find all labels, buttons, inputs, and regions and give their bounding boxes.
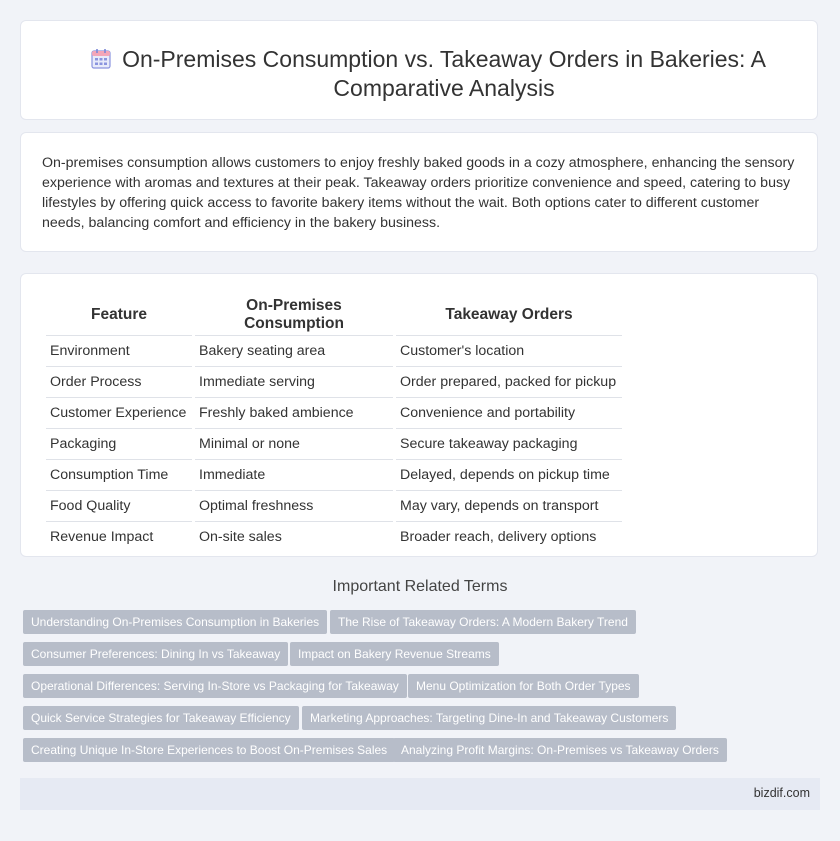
comparison-table (43, 294, 625, 552)
table-row (46, 335, 622, 366)
table-header-row (46, 294, 622, 335)
related-term-tag[interactable]: Impact on Bakery Revenue Streams (290, 642, 499, 666)
table-row (46, 397, 622, 428)
table-row (46, 521, 622, 552)
intro-paragraph: On-premises consumption allows customers to enjoy freshly baked goods in a cozy atmosphere, enhancing the sensory experience with aromas and textures at their peak. Takeaway orders prioritize convenience and speed, catering to busy lifestyles by offering quick access to favorite bakery items without the wait. Both options cater to different customer needs, balancing comfort and efficiency in the bakery business. (42, 155, 795, 231)
table-cell: Order Process (46, 366, 192, 397)
related-term-tag[interactable]: Understanding On-Premises Consumption in Bakeries (23, 610, 327, 634)
table-cell: Environment (46, 335, 192, 366)
table-cell: Freshly baked ambience (195, 397, 393, 428)
column-header-takeaway: Takeaway Orders (445, 306, 573, 323)
table-row (46, 366, 622, 397)
site-name[interactable]: bizdif.com (753, 786, 810, 800)
footer (20, 778, 820, 810)
table-cell: Convenience and portability (396, 397, 622, 428)
related-term-tag[interactable]: Consumer Preferences: Dining In vs Takeaway (23, 642, 288, 666)
header-card (20, 20, 818, 120)
table-cell: Customer's location (396, 335, 622, 366)
column-header-feature: Feature (91, 306, 147, 323)
column-header-on-premises: On-Premises Consumption (244, 297, 344, 332)
related-term-tag[interactable]: Analyzing Profit Margins: On-Premises vs Takeaway Orders (393, 738, 727, 762)
table-cell: Packaging (46, 428, 192, 459)
comparison-table-card (20, 273, 818, 557)
related-term-tag[interactable]: Operational Differences: Serving In-Store vs Packaging for Takeaway (23, 674, 407, 698)
related-term-tag[interactable]: Quick Service Strategies for Takeaway Efficiency (23, 706, 299, 730)
table-cell: Delayed, depends on pickup time (396, 459, 622, 490)
table-cell: Revenue Impact (46, 521, 192, 552)
table-cell: Optimal freshness (195, 490, 393, 521)
table-cell: Broader reach, delivery options (396, 521, 622, 552)
table-cell: On-site sales (195, 521, 393, 552)
table-cell: Food Quality (46, 490, 192, 521)
table-cell: Immediate serving (195, 366, 393, 397)
table-cell: Bakery seating area (195, 335, 393, 366)
table-cell: Consumption Time (46, 459, 192, 490)
intro-card (20, 132, 818, 252)
table-cell: Immediate (195, 459, 393, 490)
calendar-icon (89, 47, 113, 71)
page-title: On-Premises Consumption vs. Takeaway Orders in Bakeries: A Comparative Analysis (122, 46, 766, 101)
table-cell: Minimal or none (195, 428, 393, 459)
related-term-tag[interactable]: Menu Optimization for Both Order Types (408, 674, 639, 698)
related-terms-heading: Important Related Terms (332, 578, 508, 595)
table-cell: May vary, depends on transport (396, 490, 622, 521)
table-row (46, 459, 622, 490)
table-row (46, 428, 622, 459)
table-cell: Order prepared, packed for pickup (396, 366, 622, 397)
table-cell: Customer Experience (46, 397, 192, 428)
related-term-tag[interactable]: Marketing Approaches: Targeting Dine-In and Takeaway Customers (302, 706, 676, 730)
table-row (46, 490, 622, 521)
related-term-tag[interactable]: The Rise of Takeaway Orders: A Modern Bakery Trend (330, 610, 636, 634)
related-term-tag[interactable]: Creating Unique In-Store Experiences to Boost On-Premises Sales (23, 738, 395, 762)
table-cell: Secure takeaway packaging (396, 428, 622, 459)
